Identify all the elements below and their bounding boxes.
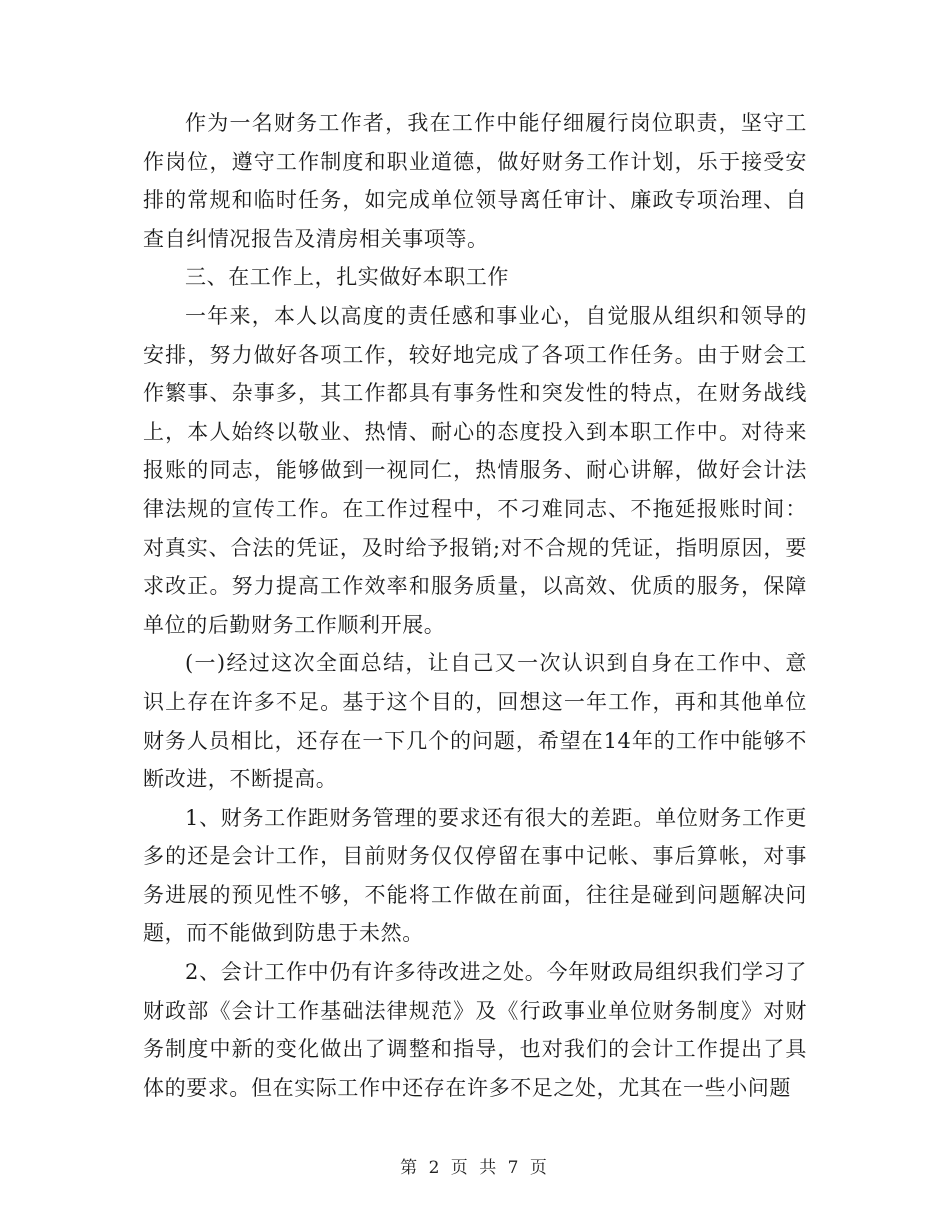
paragraph-shortcomings-intro: (一)经过这次全面总结，让自己又一次认识到自身在工作中、意识上存在许多不足。基于这个目的，回想这一年工作，再和其他单位财务人员相比，还存在一下几个的问题，希望在14年的工作中能够不断改进，不断提高。 <box>143 651 807 792</box>
paragraph-work-summary: 一年来，本人以高度的责任感和事业心，自觉服从组织和领导的安排，努力做好各项工作，较好地完成了各项工作任务。由于财会工作繁事、杂事多，其工作都具有事务性和突发性的特点，在财务战线上，本人始终以敬业、热情、耐心的态度投入到本职工作中。对待来报账的同志，能够做到一视同仁，热情服务、耐心讲解，做好会计法律法规的宣传工作。在工作过程中，不刁难同志、不拖延报账时间：对真实、合法的凭证，及时给予报销;对不合规的凭证，指明原因，要求改正。努力提高工作效率和服务质量，以高效、优质的服务，保障单位的后勤财务工作顺利开展。 <box>143 303 807 637</box>
page-number-footer: 第 2 页 共 7 页 <box>400 1158 550 1178</box>
section-heading-3: 三、在工作上，扎实做好本职工作 <box>185 265 509 290</box>
document-body <box>143 104 807 1107</box>
paragraph-issue-2: 2、会计工作中仍有许多待改进之处。今年财政局组织我们学习了财政部《会计工作基础法律规范》及《行政事业单位财务制度》对财务制度中新的变化做出了调整和指导，也对我们的会计工作提出了具体的要求。但在实际工作中还存在许多不足之处，尤其在一些小问题 <box>143 960 807 1100</box>
paragraph-duties: 作为一名财务工作者，我在工作中能仔细履行岗位职责，坚守工作岗位，遵守工作制度和职业道德，做好财务工作计划，乐于接受安排的常规和临时任务，如完成单位领导离任审计、廉政专项治理、自查自纠情况报告及清房相关事项等。 <box>143 111 807 251</box>
paragraph-issue-1: 1、财务工作距财务管理的要求还有很大的差距。单位财务工作更多的还是会计工作，目前财务仅仅停留在事中记帐、事后算帐，对事务进展的预见性不够，不能将工作做在前面，往往是碰到问题解决问题，而不能做到防患于未然。 <box>143 805 807 946</box>
